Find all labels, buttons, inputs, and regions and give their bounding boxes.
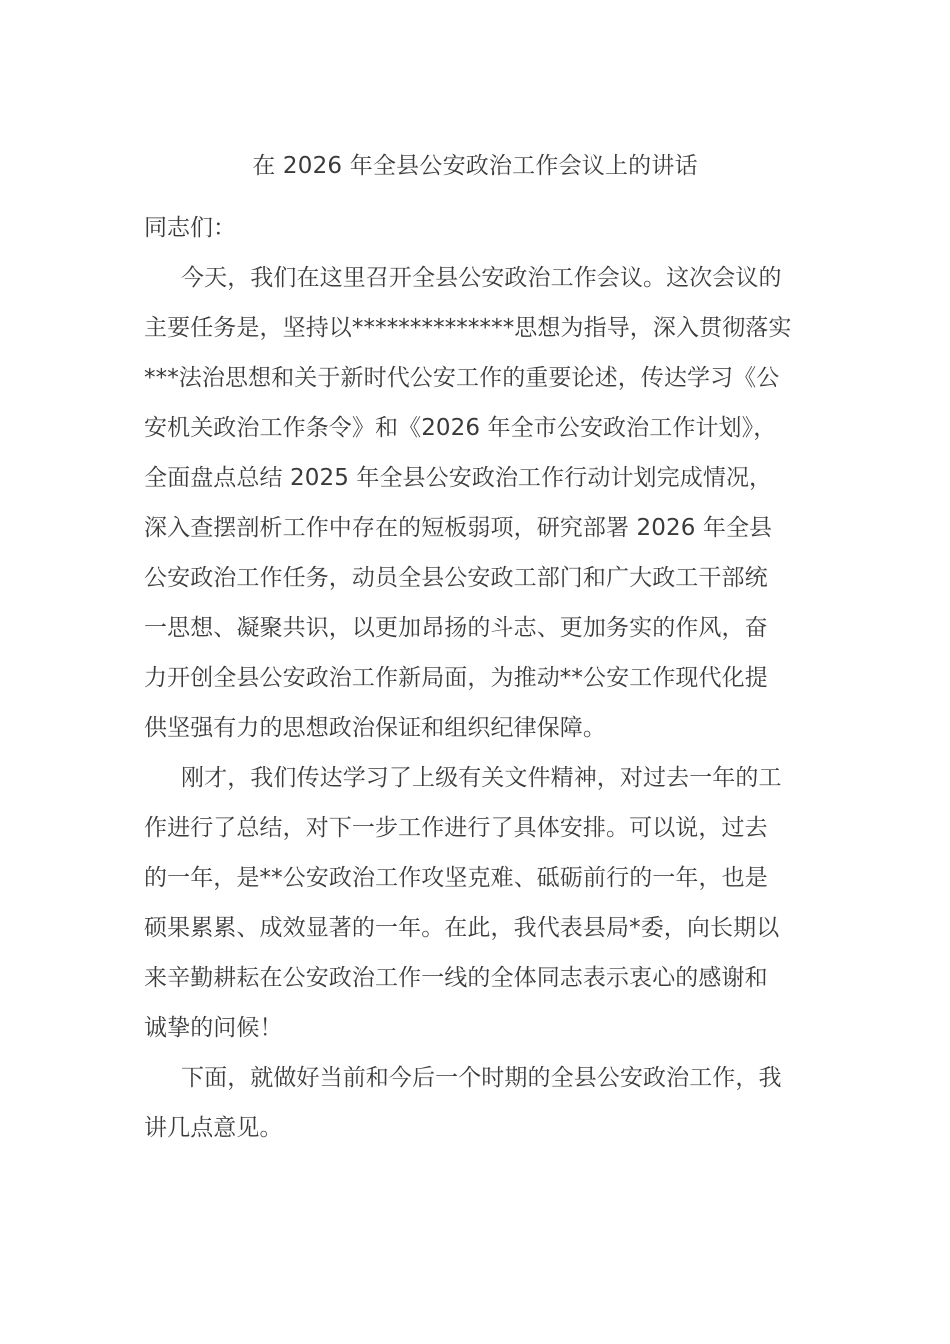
salutation: 同志们： (144, 215, 236, 241)
paragraph-line: 今天，我们在这里召开全县公安政治工作会议。这次会议的 (181, 265, 782, 291)
paragraph-line: 一思想、凝聚共识，以更加昂扬的斗志、更加务实的作风，奋 (144, 615, 768, 641)
paragraph-line: 的一年，是**公安政治工作攻坚克难、砥砺前行的一年，也是 (144, 865, 768, 891)
paragraph-line: 刚才，我们传达学习了上级有关文件精神，对过去一年的工 (181, 765, 782, 791)
paragraph-line: 硕果累累、成效显著的一年。在此，我代表县局*委，向长期以 (144, 915, 780, 941)
paragraph-line: ***法治思想和关于新时代公安工作的重要论述，传达学习《公 (144, 365, 780, 391)
document-title: 在 2026 年全县公安政治工作会议上的讲话 (252, 153, 698, 179)
paragraph-line: 下面，就做好当前和今后一个时期的全县公安政治工作，我 (181, 1065, 782, 1091)
paragraph-line: 供坚强有力的思想政治保证和组织纪律保障。 (144, 715, 606, 741)
paragraph-line: 安机关政治工作条令》和《2026 年全市公安政治工作计划》， (144, 415, 777, 441)
paragraph-line: 讲几点意见。 (144, 1115, 283, 1141)
paragraph-line: 来辛勤耕耘在公安政治工作一线的全体同志表示衷心的感谢和 (144, 965, 768, 991)
paragraph-line: 力开创全县公安政治工作新局面，为推动**公安工作现代化提 (144, 665, 768, 691)
paragraph-line: 深入查摆剖析工作中存在的短板弱项，研究部署 2026 年全县 (144, 515, 773, 541)
paragraph-line: 诚挚的问候！ (144, 1015, 283, 1041)
paragraph-line: 主要任务是，坚持以**************思想为指导，深入贯彻落实 (144, 315, 792, 341)
paragraph-line: 公安政治工作任务，动员全县公安政工部门和广大政工干部统 (144, 565, 768, 591)
paragraph-line: 全面盘点总结 2025 年全县公安政治工作行动计划完成情况， (144, 465, 773, 491)
paragraph-line: 作进行了总结，对下一步工作进行了具体安排。可以说，过去 (144, 815, 768, 841)
